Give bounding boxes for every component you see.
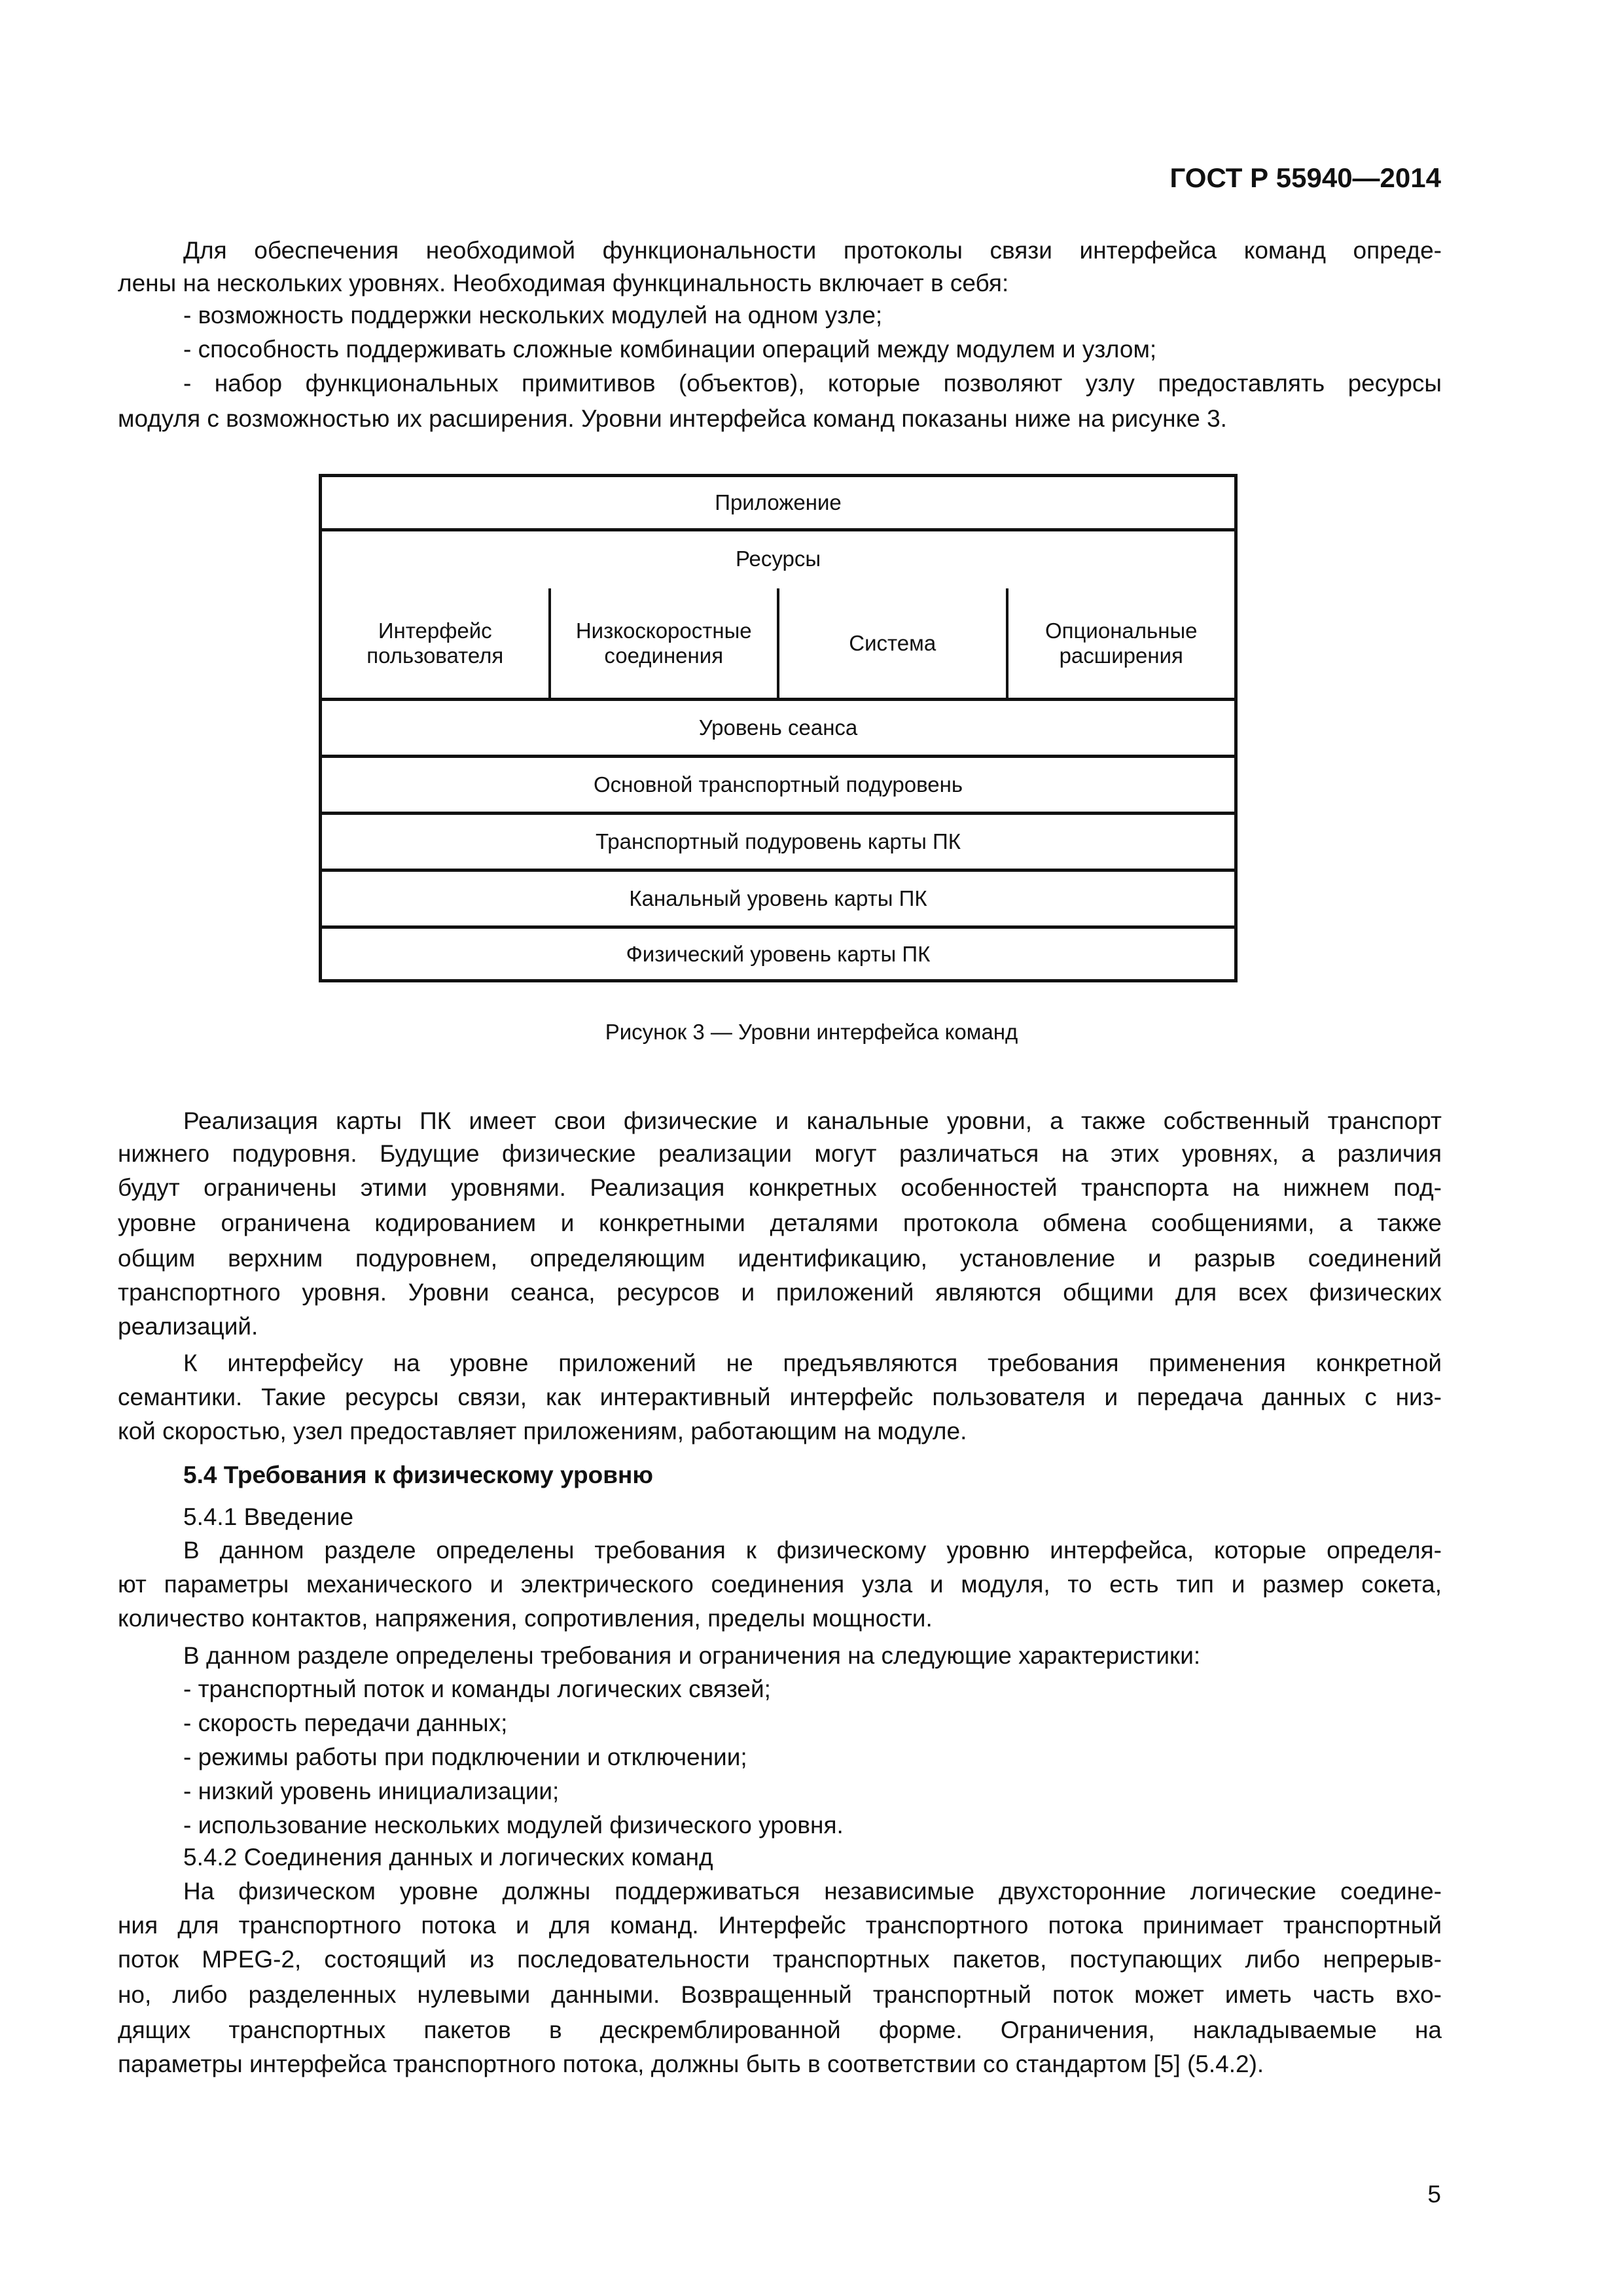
text-line: ют параметры механического и электрического соединения узла и модуля, то есть тип и размер сокета, [118, 1571, 1442, 1598]
text-line: кой скоростью, узел предоставляет приложениям, работающим на модуле. [118, 1418, 967, 1444]
text-line: В данном разделе определены требования к физическому уровню интерфейса, которые определя- [183, 1537, 1442, 1564]
layer-card-physical [322, 929, 1234, 979]
layer-label: Уровень сеанса [698, 715, 858, 740]
resource-low-speed: Низкоскоростные соединения [551, 588, 780, 698]
text-line: нижнего подуровня. Будущие физические реализации могут различаться на этих уровнях, а различия [118, 1140, 1442, 1167]
resource-system: Система [779, 588, 1008, 698]
text-line: 5.4.2 Соединения данных и логических команд [183, 1844, 713, 1871]
text-line: 5.4.1 Введение [183, 1503, 354, 1530]
layer-resources [322, 531, 1234, 701]
text-line: - скорость передачи данных; [183, 1710, 508, 1736]
text-line: модуля с возможностью их расширения. Уровни интерфейса команд показаны ниже на рисунке 3. [118, 405, 1227, 432]
layer-session [322, 701, 1234, 758]
text-line: - использование нескольких модулей физического уровня. [183, 1812, 844, 1839]
document-id: ГОСТ Р 55940—2014 [1169, 162, 1441, 193]
command-interface-layers-diagram [319, 474, 1238, 982]
figure-caption: Рисунок 3 — Уровни интерфейса команд [605, 1020, 1018, 1044]
layer-label: Приложение [715, 490, 842, 514]
resource-user-interface: Интерфейс пользователя [322, 588, 551, 698]
section-heading: 5.4 Требования к физическому уровню [183, 1462, 653, 1488]
resource-optional: Опциональные расширения [1044, 618, 1198, 668]
text-line: В данном разделе определены требования и ограничения на следующие характеристики: [183, 1642, 1201, 1669]
text-line: общим верхним подуровнем, определяющим идентификацию, установление и разрыв соединений [118, 1245, 1442, 1272]
text-line: - транспортный поток и команды логических связей; [183, 1676, 771, 1702]
text-line: - режимы работы при подключении и отключении; [183, 1744, 747, 1770]
text-line: Для обеспечения необходимой функциональности протоколы связи интерфейса команд опреде- [183, 237, 1442, 264]
page-number: 5 [1427, 2181, 1441, 2208]
layer-label: Ресурсы [735, 547, 821, 571]
text-line: но, либо разделенных нулевыми данными. Возвращенный транспортный поток может иметь часть вхо- [118, 1981, 1442, 2008]
text-line: - способность поддерживать сложные комбинации операций между модулем и узлом; [183, 336, 1157, 363]
text-line: уровне ограничена кодированием и конкретными деталями протокола обмена сообщениями, а также [118, 1210, 1442, 1236]
layer-label: Физический уровень карты ПК [626, 941, 931, 966]
layer-card-transport [322, 815, 1234, 872]
text-line: - возможность поддержки нескольких модулей на одном узле; [183, 302, 883, 329]
text-line: - низкий уровень инициализации; [183, 1778, 560, 1804]
text-line: количество контактов, напряжения, сопротивления, пределы мощности. [118, 1605, 933, 1632]
text-line: семантики. Такие ресурсы связи, как интерактивный интерфейс пользователя и передача данных с низ- [118, 1384, 1442, 1410]
layer-application [322, 477, 1234, 531]
text-line: - набор функциональных примитивов (объектов), которые позволяют узлу предоставлять ресурсы [183, 370, 1442, 397]
text-line: будут ограничены этими уровнями. Реализация конкретных особенностей транспорта на нижнем под- [118, 1174, 1442, 1201]
layer-label: Основной транспортный подуровень [593, 772, 963, 797]
text-line: параметры интерфейса транспортного потока, должны быть в соответствии со стандартом [5] (5.4.2). [118, 2051, 1264, 2077]
text-line: К интерфейсу на уровне приложений не предъявляются требования применения конкретной [183, 1350, 1442, 1376]
text-line: поток MPEG-2, состоящий из последовательности транспортных пакетов, поступающих либо непрерыв- [118, 1946, 1442, 1973]
text-line: реализаций. [118, 1313, 259, 1340]
text-line: лены на нескольких уровнях. Необходимая функцинальность включает в себя: [118, 270, 1009, 296]
layer-label: Транспортный подуровень карты ПК [595, 829, 961, 853]
text-line: Реализация карты ПК имеет свои физические и канальные уровни, а также собственный транспорт [183, 1107, 1442, 1134]
text-line: дящих транспортных пакетов в дескремблированной форме. Ограничения, накладываемые на [118, 2017, 1442, 2043]
layer-card-link [322, 872, 1234, 929]
text-line: транспортного уровня. Уровни сеанса, ресурсов и приложений являются общими для всех физических [118, 1279, 1442, 1306]
text-line: ния для транспортного потока и для команд. Интерфейс транспортного потока принимает транспортный [118, 1912, 1442, 1939]
text-line: На физическом уровне должны поддерживаться независимые двухсторонние логические соедине- [183, 1878, 1442, 1905]
layer-generic-transport [322, 758, 1234, 815]
layer-label: Канальный уровень карты ПК [629, 886, 927, 910]
